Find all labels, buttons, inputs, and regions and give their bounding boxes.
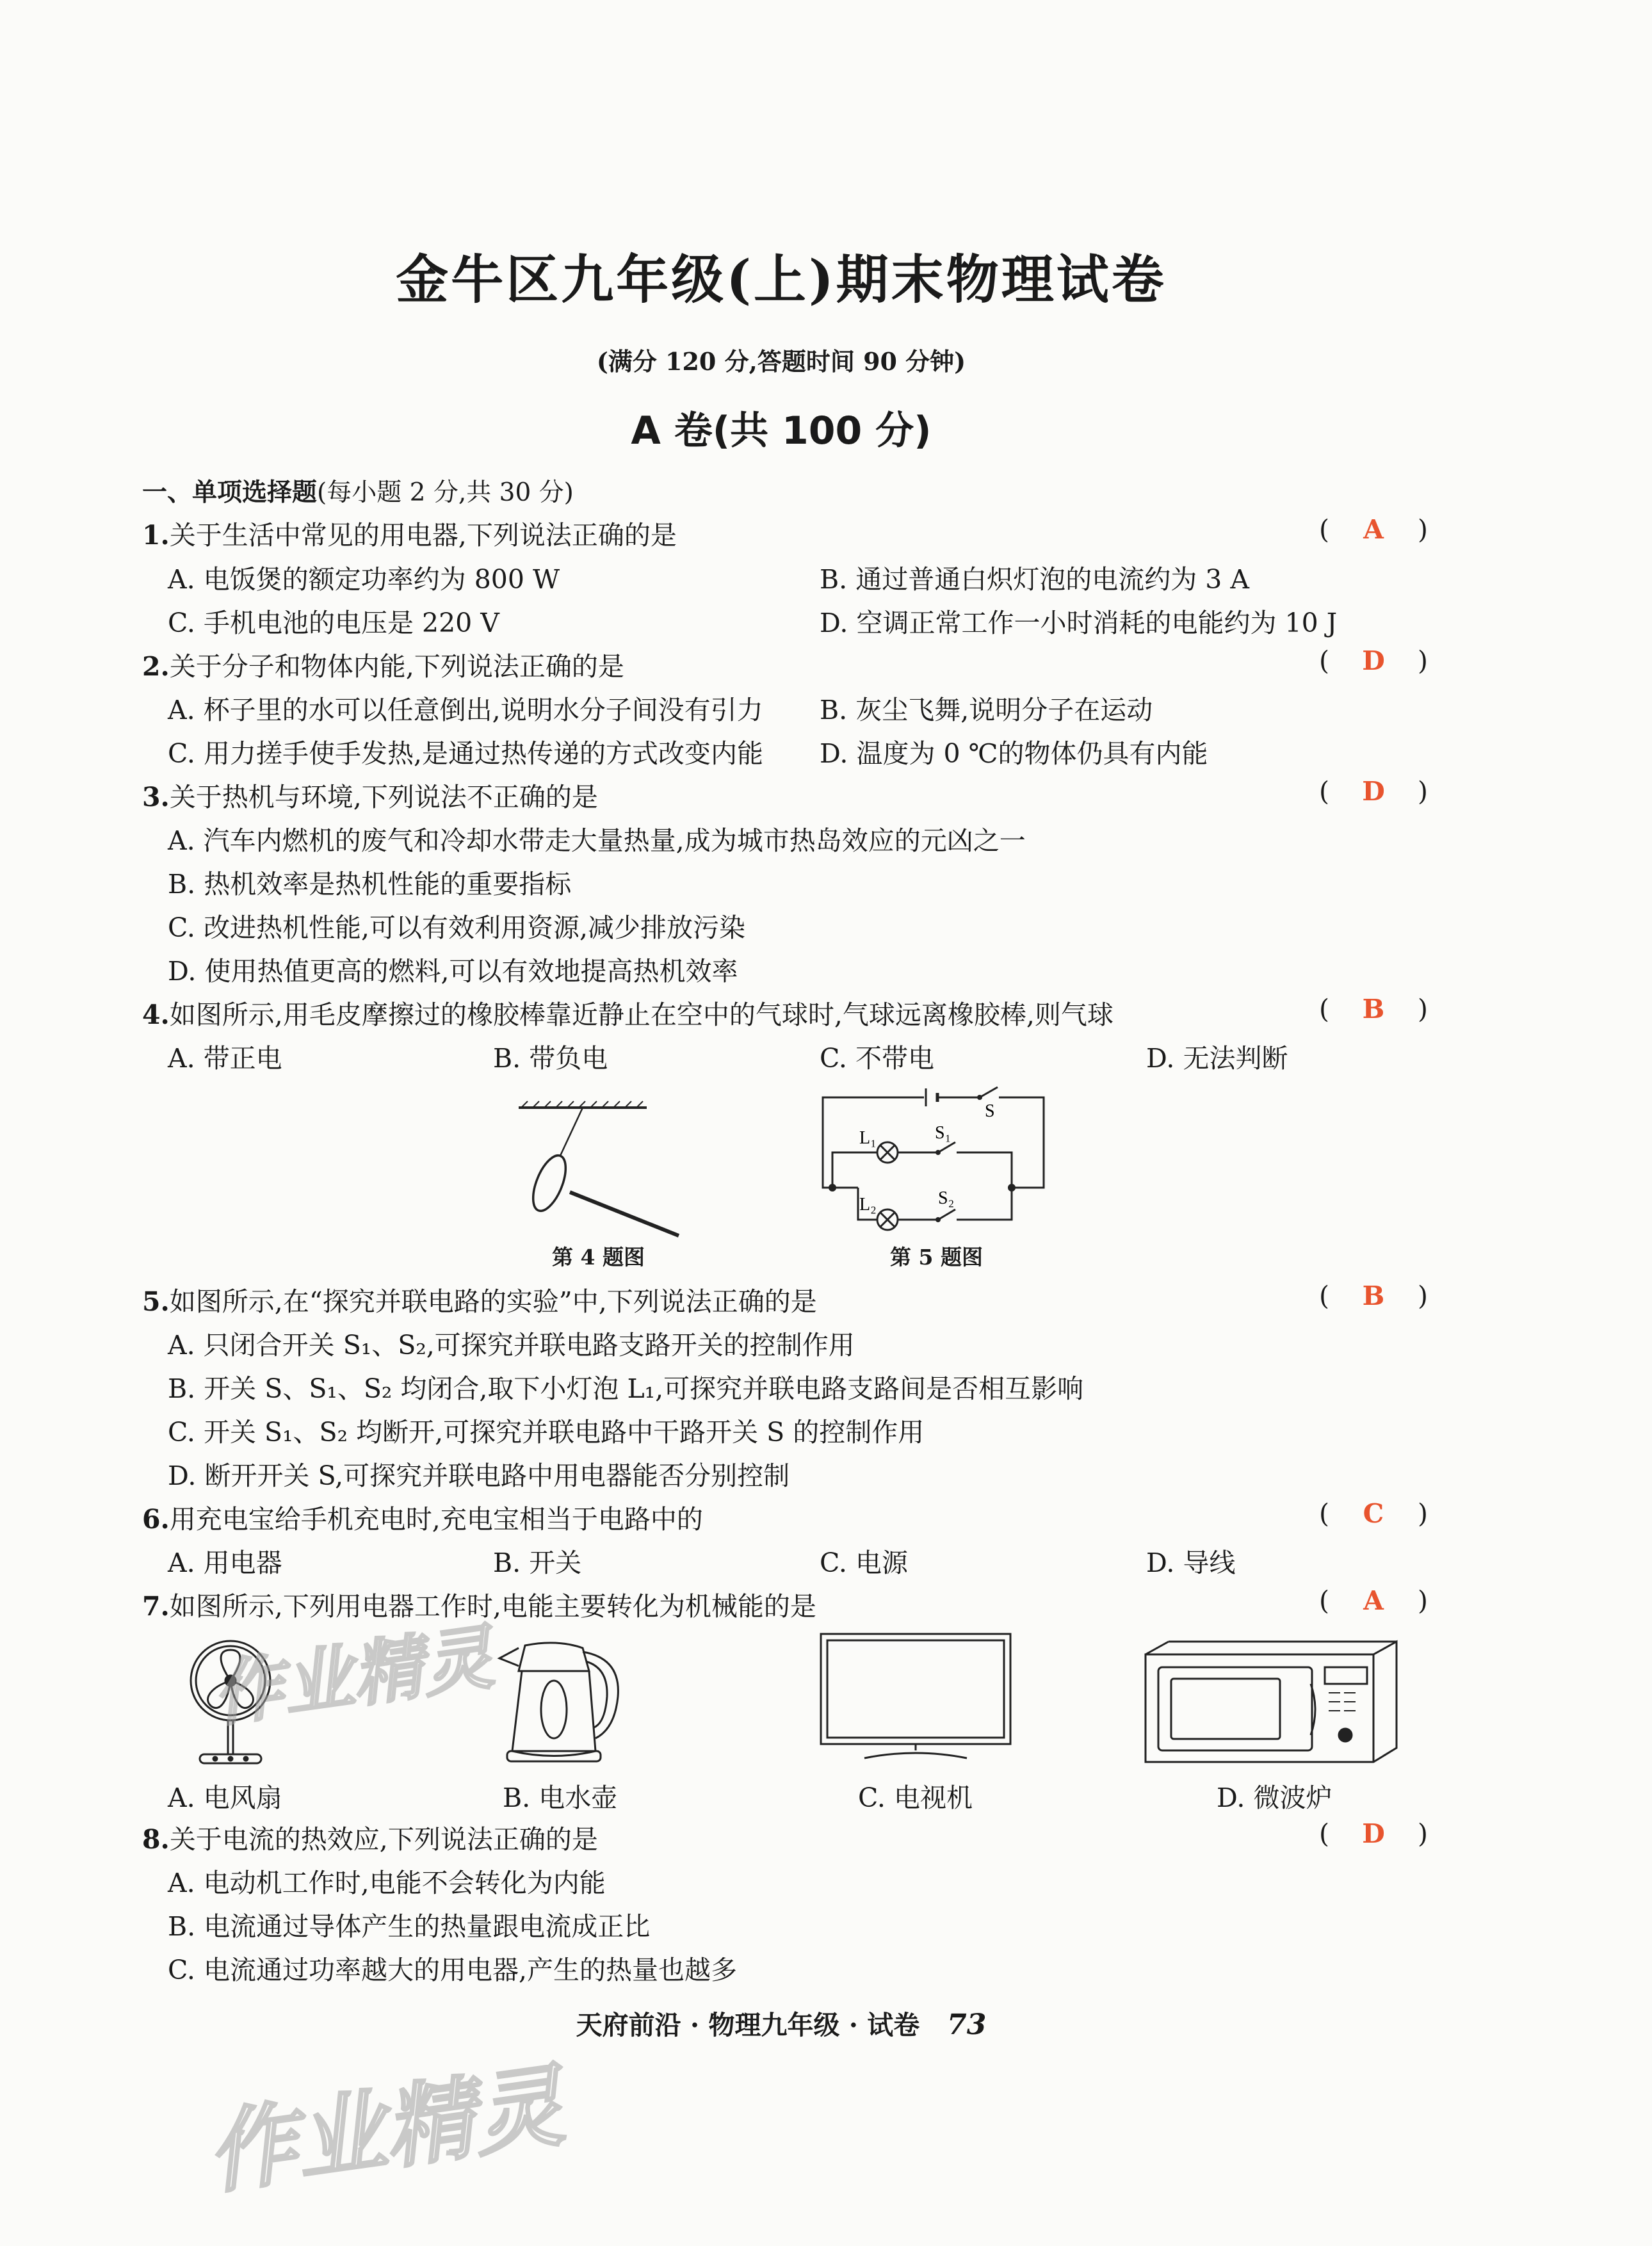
- answer-value: B: [1362, 994, 1385, 1024]
- exam-info: (满分 120 分,答题时间 90 分钟): [596, 347, 966, 376]
- q8-option-b: B. 电流通过导体产生的热量跟电流成正比: [168, 1911, 651, 1942]
- answer-value: B: [1362, 1281, 1385, 1311]
- section-label: 一、单项选择题: [142, 478, 318, 507]
- figure-4-caption: 第 4 题图: [552, 1245, 645, 1270]
- q6-option-d: D. 导线: [1146, 1547, 1236, 1578]
- q6-option-c: C. 电源: [820, 1547, 908, 1578]
- q1-option-d: D. 空调正常工作一小时消耗的电能约为 10 J: [820, 608, 1338, 638]
- answer-value: D: [1362, 776, 1385, 807]
- watermark-logo: 作业精灵: [207, 1615, 499, 1736]
- q4-option-a: A. 带正电: [168, 1043, 282, 1074]
- volume-heading: A 卷(共 100 分): [631, 408, 932, 453]
- question-text: 如图所示,在“探究并联电路的实验”中,下列说法正确的是: [169, 1286, 817, 1317]
- q8-option-a: A. 电动机工作时,电能不会转化为内能: [168, 1868, 606, 1898]
- switch-s1-label: S₁: [935, 1123, 952, 1143]
- q3-option-b: B. 热机效率是热机性能的重要指标: [168, 869, 572, 900]
- question-number: 1.: [142, 520, 170, 551]
- question-number: 4.: [142, 999, 170, 1030]
- answer-value: D: [1362, 645, 1385, 676]
- q8-option-c: C. 电流通过功率越大的用电器,产生的热量也越多: [168, 1955, 738, 1985]
- question-5-stem: [142, 1281, 817, 1318]
- question-number: 5.: [142, 1286, 170, 1317]
- watermark-logo: 作业精灵: [200, 2053, 571, 2208]
- q5-option-d: D. 断开开关 S,可探究并联电路中用电器能否分别控制: [168, 1460, 790, 1491]
- question-text: 用充电宝给手机充电时,充电宝相当于电路中的: [169, 1504, 703, 1535]
- q1-option-c: C. 手机电池的电压是 220 V: [168, 608, 499, 638]
- switch-s2-label: S₂: [938, 1188, 955, 1208]
- question-6-stem: [142, 1498, 703, 1536]
- q2-option-b: B. 灰尘飞舞,说明分子在运动: [820, 695, 1153, 725]
- question-8-stem: [142, 1818, 598, 1856]
- q2-option-c: C. 用力搓手使手发热,是通过热传递的方式改变内能: [168, 738, 764, 769]
- lamp-l2-label: L₂: [859, 1195, 877, 1215]
- page-number: 73: [947, 2008, 987, 2041]
- answer-value: A: [1363, 1585, 1384, 1616]
- lamp-l1-label: L₁: [859, 1128, 877, 1148]
- q5-option-a: A. 只闭合开关 S₁、S₂,可探究并联电路支路开关的控制作用: [168, 1330, 855, 1361]
- question-text: 如图所示,用毛皮摩擦过的橡胶棒靠近静止在空中的气球时,气球远离橡胶棒,则气球: [169, 999, 1113, 1030]
- q3-option-c: C. 改进热机性能,可以有效利用资源,减少排放污染: [168, 912, 746, 943]
- television-icon: [820, 1633, 1012, 1764]
- figure-4-balloon: [512, 1101, 692, 1248]
- section-heading: [142, 473, 574, 508]
- question-text: 如图所示,下列用电器工作时,电能主要转化为机械能的是: [169, 1591, 816, 1622]
- microwave-icon: [1143, 1639, 1399, 1767]
- q4-option-d: D. 无法判断: [1146, 1043, 1288, 1074]
- question-1-stem: [142, 514, 677, 552]
- section-note: (每小题 2 分,共 30 分): [317, 478, 574, 507]
- question-text: 关于生活中常见的用电器,下列说法正确的是: [169, 520, 677, 551]
- q6-option-b: B. 开关: [493, 1547, 582, 1578]
- page-footer: [0, 2004, 1562, 2042]
- q7-option-b: B. 电水壶: [503, 1782, 618, 1813]
- switch-s-label: S: [985, 1101, 995, 1121]
- q2-option-d: D. 温度为 0 ℃的物体仍具有内能: [820, 738, 1208, 769]
- q5-option-c: C. 开关 S₁、S₂ 均断开,可探究并联电路中干路开关 S 的控制作用: [168, 1417, 925, 1448]
- page-title: 金牛区九年级(上)期末物理试卷: [396, 249, 1167, 311]
- answer-value: C: [1363, 1498, 1384, 1529]
- q1-option-a: A. 电饭煲的额定功率约为 800 W: [168, 564, 560, 595]
- question-text: 关于热机与环境,下列说法不正确的是: [169, 782, 598, 812]
- q6-option-a: A. 用电器: [168, 1547, 282, 1578]
- question-2-stem: [142, 645, 624, 683]
- question-number: 3.: [142, 782, 170, 812]
- q7-option-a: A. 电风扇: [168, 1782, 282, 1813]
- question-text: 关于分子和物体内能,下列说法正确的是: [169, 651, 624, 682]
- question-number: 7.: [142, 1591, 170, 1622]
- footer-text: 天府前沿 · 物理九年级 · 试卷: [576, 2010, 920, 2040]
- q5-option-b: B. 开关 S、S₁、S₂ 均闭合,取下小灯泡 L₁,可探究并联电路支路间是否相互影响: [168, 1373, 1084, 1404]
- question-number: 2.: [142, 651, 170, 682]
- question-3-stem: [142, 776, 598, 814]
- q7-option-c: C. 电视机: [858, 1782, 973, 1813]
- answer-value: D: [1362, 1818, 1385, 1849]
- question-text: 关于电流的热效应,下列说法正确的是: [169, 1824, 598, 1855]
- q4-option-b: B. 带负电: [493, 1043, 608, 1074]
- answer-value: A: [1363, 514, 1384, 545]
- q3-option-a: A. 汽车内燃机的废气和冷却水带走大量热量,成为城市热岛效应的元凶之一: [168, 825, 1026, 856]
- figure-5-caption: 第 5 题图: [890, 1245, 983, 1270]
- q7-option-d: D. 微波炉: [1217, 1782, 1332, 1813]
- electric-kettle-icon: [493, 1633, 628, 1770]
- question-number: 8.: [142, 1824, 170, 1855]
- q2-option-a: A. 杯子里的水可以任意倒出,说明水分子间没有引力: [168, 695, 763, 725]
- question-4-stem: [142, 994, 1113, 1031]
- q4-option-c: C. 不带电: [820, 1043, 934, 1074]
- figure-5-circuit: [820, 1082, 1050, 1229]
- q1-option-b: B. 通过普通白炽灯泡的电流约为 3 A: [820, 564, 1249, 595]
- question-number: 6.: [142, 1504, 170, 1535]
- q3-option-d: D. 使用热值更高的燃料,可以有效地提高热机效率: [168, 956, 738, 987]
